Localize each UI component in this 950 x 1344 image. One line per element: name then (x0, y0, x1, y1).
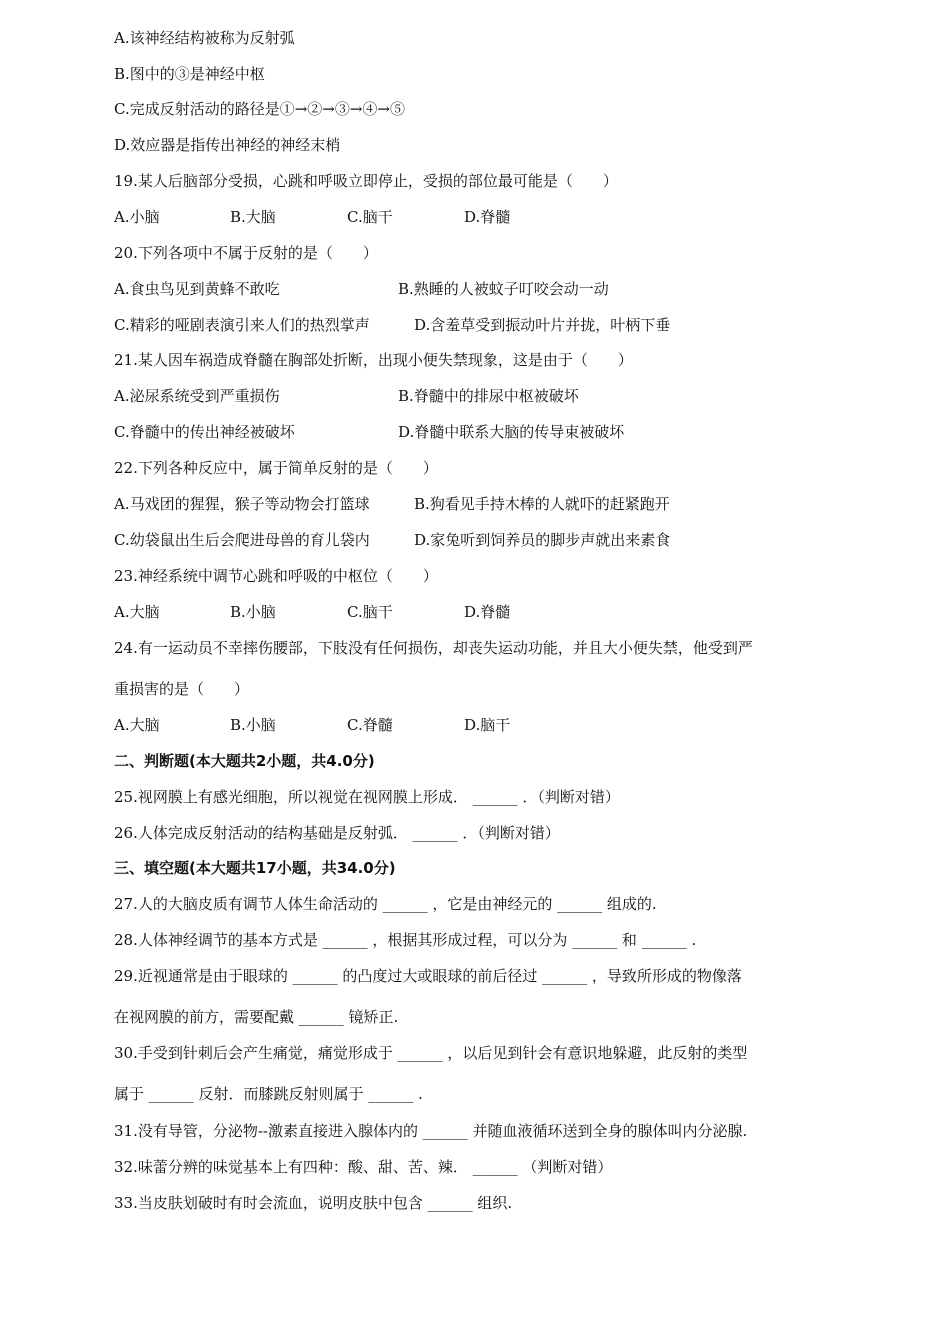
q19-option-d: D.脊髓 (464, 208, 511, 226)
q20-option-d: D.含羞草受到振动叶片并拢，叶柄下垂 (414, 316, 671, 334)
q19-question: 19.某人后脑部分受损，心跳和呼吸立即停止，受损的部位最可能是（ ） (114, 172, 618, 190)
q24-option-a: A.大脑 (114, 716, 160, 734)
q24-question: 24.有一运动员不幸摔伤腰部，下肢没有任何损伤，却丧失运动功能，并且大小便失禁，他受到严 (114, 639, 753, 657)
q23-option-a: A.大脑 (114, 603, 160, 621)
section-heading-fill-blank: 三、填空题(本大题共17小题，共34.0分) (114, 859, 396, 877)
q30-question: 30.手受到针刺后会产生痛觉，痛觉形成于 ______ ，以后见到针会有意识地躲避，此反射的类型 (114, 1044, 748, 1062)
q22-option-a: A.马戏团的猩猩，猴子等动物会打篮球 (114, 495, 370, 513)
q32-question: 32.味蕾分辨的味觉基本上有四种：酸、甜、苦、辣． ______ （判断对错） (114, 1158, 613, 1176)
q18-option-d: D.效应器是指传出神经的神经末梢 (114, 136, 341, 154)
q33-question: 33.当皮肤划破时有时会流血，说明皮肤中包含 ______ 组织. (114, 1194, 513, 1212)
q31-question: 31.没有导管，分泌物--激素直接进入腺体内的 ______ 并随血液循环送到全身的腺体叫内分泌腺. (114, 1122, 748, 1140)
section-heading-true-false: 二、判断题(本大题共2小题，共4.0分) (114, 752, 375, 770)
q22-option-b: B.狗看见手持木棒的人就吓的赶紧跑开 (414, 495, 670, 513)
q29-question-cont: 在视网膜的前方，需要配戴 ______ 镜矫正. (114, 1008, 399, 1026)
q21-option-d: D.脊髓中联系大脑的传导束被破坏 (398, 423, 625, 441)
q24-option-d: D.脑干 (464, 716, 511, 734)
q21-option-b: B.脊髓中的排尿中枢被破坏 (398, 387, 579, 405)
q27-question: 27.人的大脑皮质有调节人体生命活动的 ______ ，它是由神经元的 ______ 组成的. (114, 895, 657, 913)
q23-option-d: D.脊髓 (464, 603, 511, 621)
q21-option-c: C.脊髓中的传出神经被破坏 (114, 423, 295, 441)
q20-option-a: A.食虫鸟见到黄蜂不敢吃 (114, 280, 280, 298)
q21-question: 21.某人因车祸造成脊髓在胸部处折断，出现小便失禁现象，这是由于（ ） (114, 351, 633, 369)
q19-option-c: C.脑干 (347, 208, 393, 226)
q25-question: 25.视网膜上有感光细胞，所以视觉在视网膜上形成． ______ ．（判断对错） (114, 788, 620, 806)
q21-option-a: A.泌尿系统受到严重损伤 (114, 387, 280, 405)
q20-option-c: C.精彩的哑剧表演引来人们的热烈掌声 (114, 316, 370, 334)
q22-option-d: D.家兔听到饲养员的脚步声就出来素食 (414, 531, 671, 549)
q26-question: 26.人体完成反射活动的结构基础是反射弧． ______ ．（判断对错） (114, 824, 560, 842)
q18-option-a: A.该神经结构被称为反射弧 (114, 29, 295, 47)
q24-option-b: B.小脑 (230, 716, 276, 734)
q20-option-b: B.熟睡的人被蚊子叮咬会动一动 (398, 280, 609, 298)
q19-option-b: B.大脑 (230, 208, 276, 226)
q22-option-c: C.幼袋鼠出生后会爬进母兽的育儿袋内 (114, 531, 370, 549)
q23-question: 23.神经系统中调节心跳和呼吸的中枢位（ ） (114, 567, 438, 585)
q29-question: 29.近视通常是由于眼球的 ______ 的凸度过大或眼球的前后径过 ______ ，导致所形成的物像落 (114, 967, 742, 985)
q23-option-b: B.小脑 (230, 603, 276, 621)
q28-question: 28.人体神经调节的基本方式是 ______ ，根据其形成过程，可以分为 ______ 和 ______ . (114, 931, 697, 949)
q23-option-c: C.脑干 (347, 603, 393, 621)
q24-option-c: C.脊髓 (347, 716, 393, 734)
q19-option-a: A.小脑 (114, 208, 160, 226)
q30-question-cont: 属于 ______ 反射．而膝跳反射则属于 ______ . (114, 1085, 423, 1103)
q18-option-c: C.完成反射活动的路径是①→②→③→④→⑤ (114, 100, 405, 118)
q24-question-cont: 重损害的是（ ） (114, 680, 250, 698)
q18-option-b: B.图中的③是神经中枢 (114, 65, 265, 83)
q22-question: 22.下列各种反应中，属于简单反射的是（ ） (114, 459, 438, 477)
q20-question: 20.下列各项中不属于反射的是（ ） (114, 244, 378, 262)
